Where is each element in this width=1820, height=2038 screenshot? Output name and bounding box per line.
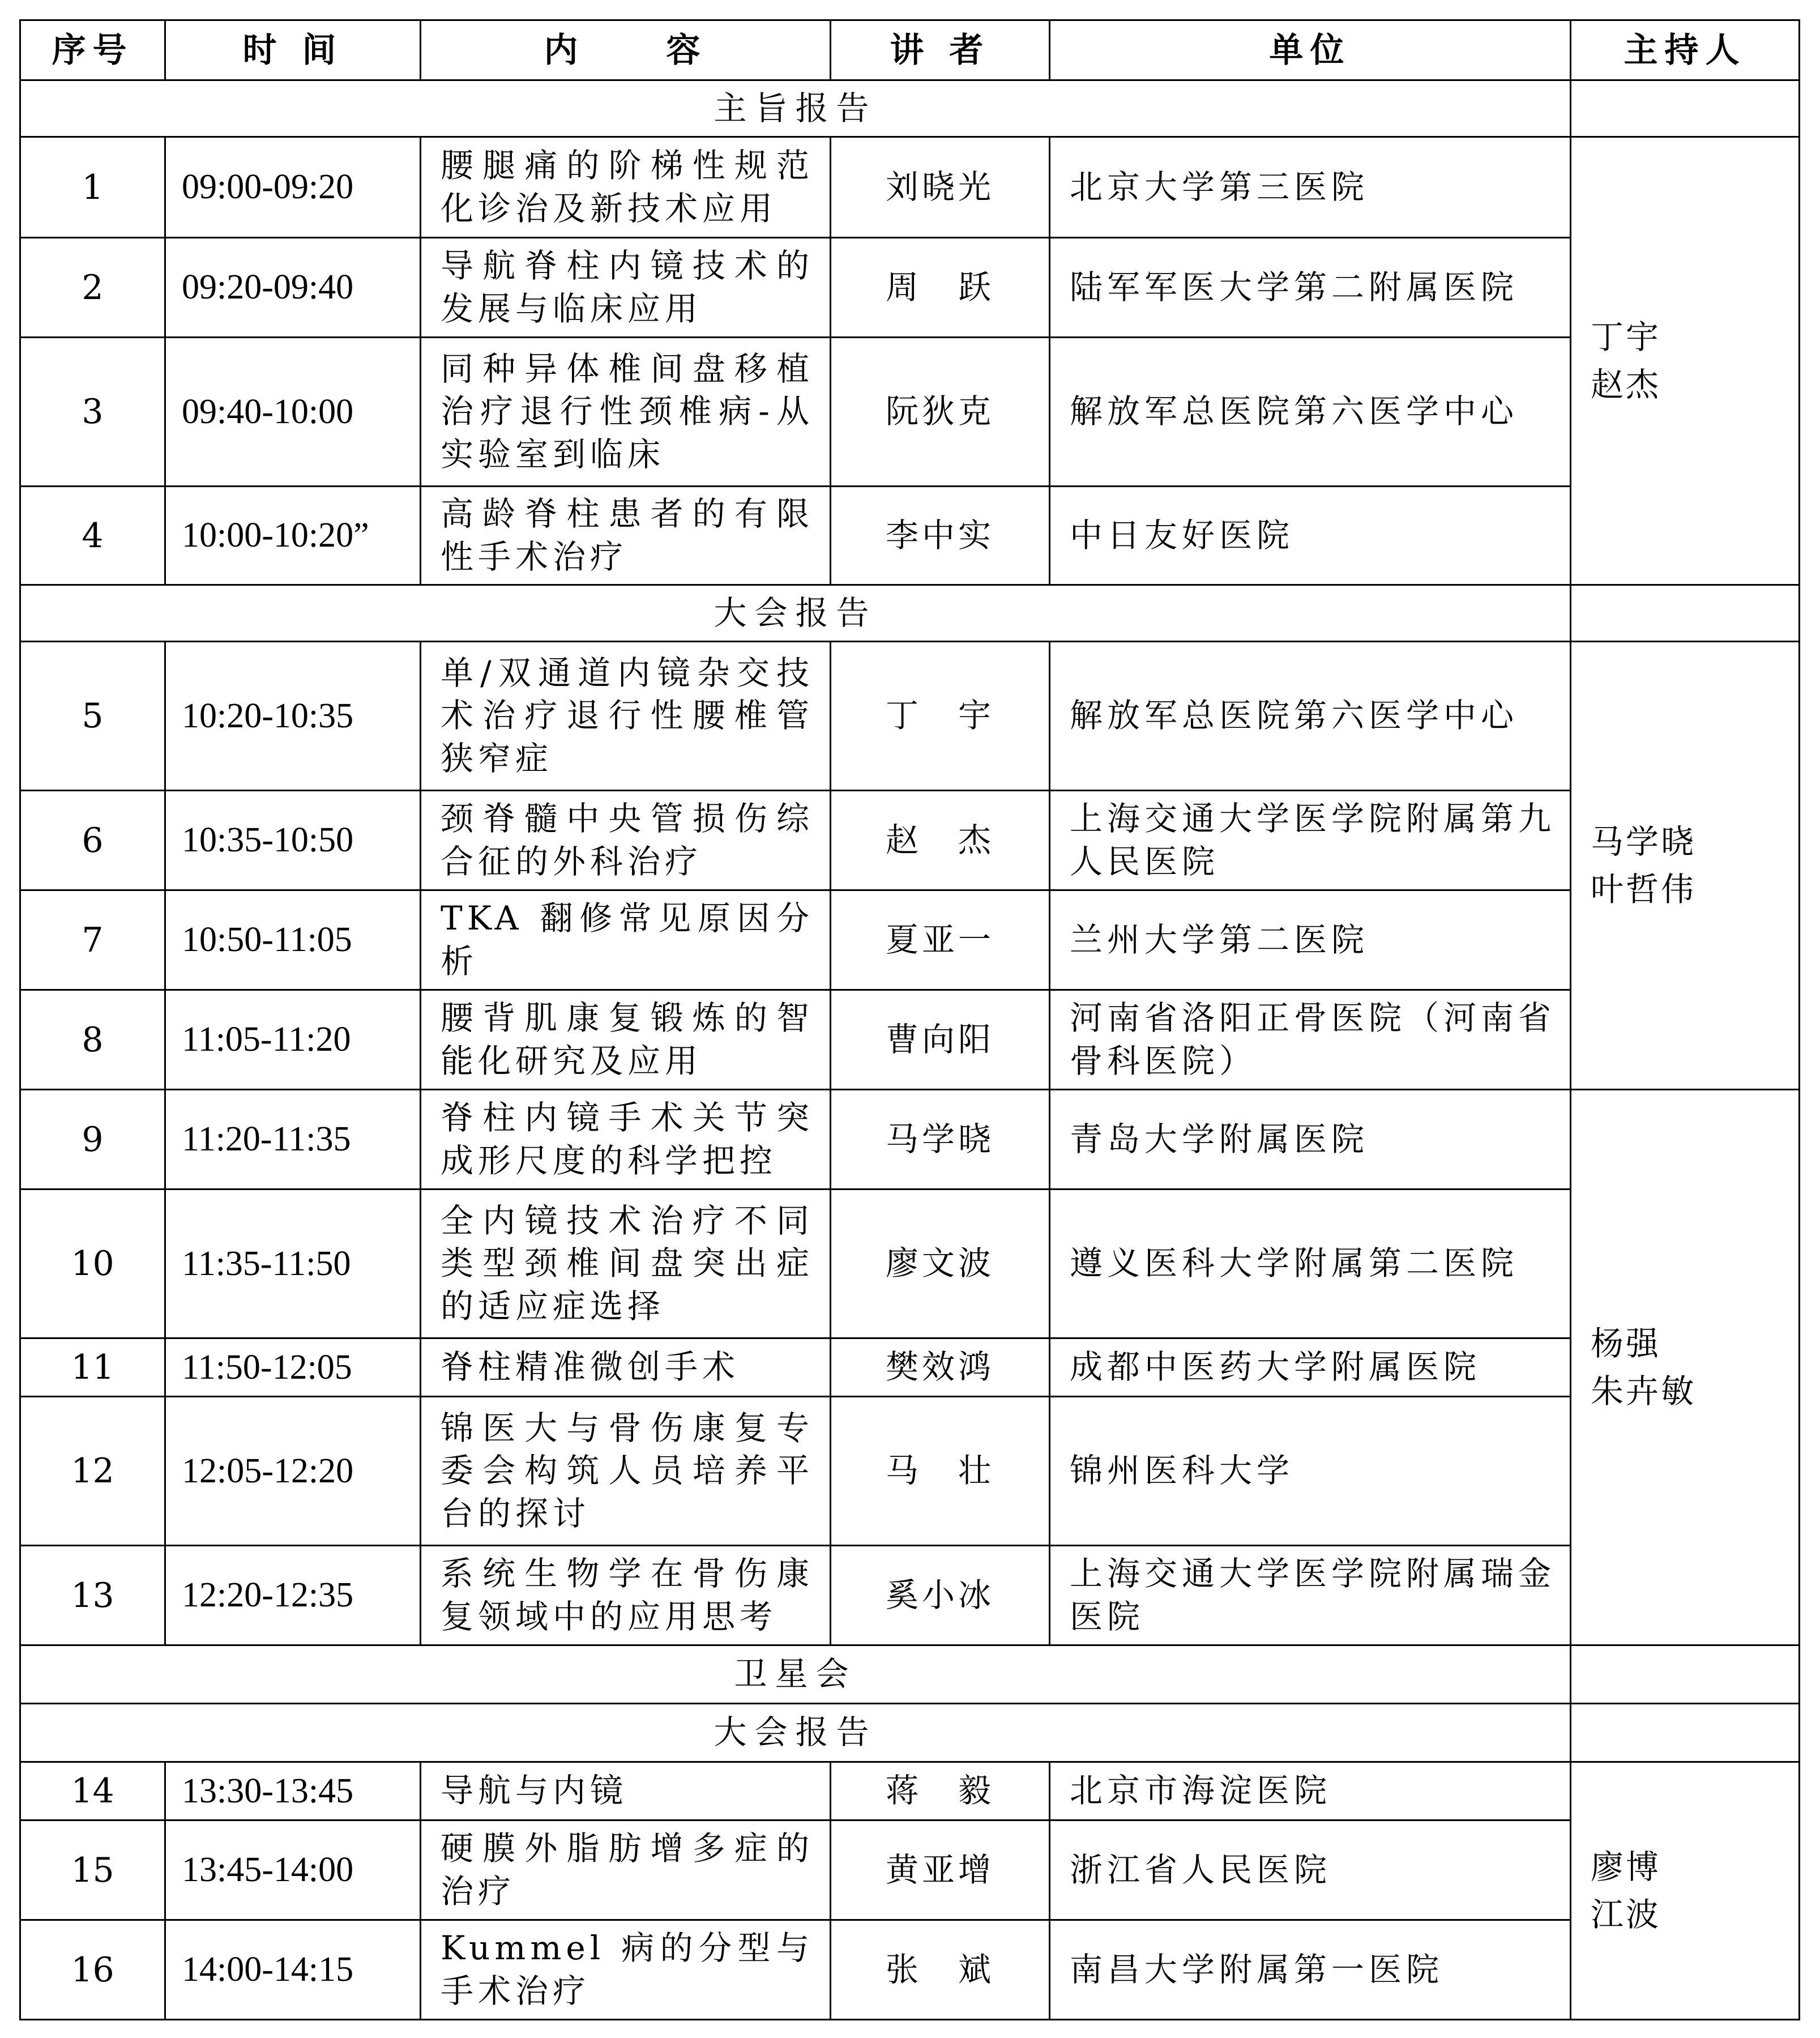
row-speaker: 赵 杰	[831, 791, 1050, 890]
row-speaker: 李中实	[831, 487, 1050, 585]
host-name: 叶哲伟	[1591, 870, 1697, 909]
row-num: 14	[20, 1762, 165, 1820]
row-content: 颈脊髓中央管损伤综合征的外科治疗	[421, 791, 831, 890]
section-title: 大会报告	[20, 1704, 1571, 1762]
row-time: 14:00-14:15	[165, 1920, 421, 2020]
section-title: 主旨报告	[20, 80, 1571, 137]
table-row	[20, 791, 1800, 890]
row-num: 3	[20, 338, 165, 487]
table-row	[20, 1820, 1800, 1920]
table-row	[20, 1090, 1800, 1189]
host-cell	[1571, 137, 1800, 585]
table-row	[20, 1546, 1800, 1645]
row-time: 11:05-11:20	[165, 990, 421, 1090]
table-row	[20, 487, 1800, 585]
row-num: 7	[20, 890, 165, 990]
row-time: 11:50-12:05	[165, 1338, 421, 1397]
header-row	[20, 20, 1800, 80]
row-speaker: 曹向阳	[831, 990, 1050, 1090]
row-content: 导航脊柱内镜技术的发展与临床应用	[421, 238, 831, 338]
row-speaker: 周 跃	[831, 238, 1050, 338]
row-content: 脊柱精准微创手术	[421, 1338, 831, 1397]
row-unit: 中日友好医院	[1050, 487, 1571, 585]
table-row	[20, 1338, 1800, 1397]
row-content: 导航与内镜	[421, 1762, 831, 1820]
row-time: 09:00-09:20	[165, 137, 421, 238]
row-speaker: 阮狄克	[831, 338, 1050, 487]
host-cell	[1571, 642, 1800, 1090]
row-content: 系统生物学在骨伤康复领域中的应用思考	[421, 1546, 831, 1645]
table-row	[20, 238, 1800, 338]
section-host-cell	[1571, 1645, 1800, 1704]
row-num: 12	[20, 1397, 165, 1546]
row-content: 全内镜技术治疗不同类型颈椎间盘突出症的适应症选择	[421, 1189, 831, 1338]
row-time: 09:20-09:40	[165, 238, 421, 338]
row-speaker: 丁 宇	[831, 642, 1050, 791]
table-row	[20, 1920, 1800, 2020]
row-time: 10:35-10:50	[165, 791, 421, 890]
header-speaker: 讲 者	[831, 20, 1050, 80]
row-num: 13	[20, 1546, 165, 1645]
row-content: 单/双通道内镜杂交技术治疗退行性腰椎管狭窄症	[421, 642, 831, 791]
row-speaker: 夏亚一	[831, 890, 1050, 990]
row-speaker: 奚小冰	[831, 1546, 1050, 1645]
row-content: Kummel 病的分型与手术治疗	[421, 1920, 831, 2020]
row-content: 锦医大与骨伤康复专委会构筑人员培养平台的探讨	[421, 1397, 831, 1546]
table-row	[20, 642, 1800, 791]
section-row	[20, 585, 1800, 642]
table-row	[20, 1762, 1800, 1820]
row-unit: 遵义医科大学附属第二医院	[1050, 1189, 1571, 1338]
row-num: 9	[20, 1090, 165, 1189]
section-host-cell	[1571, 80, 1800, 137]
row-time: 13:45-14:00	[165, 1820, 421, 1920]
header-host: 主持人	[1571, 20, 1800, 80]
section-row	[20, 1704, 1800, 1762]
table-row	[20, 137, 1800, 238]
row-content: 腰背肌康复锻炼的智能化研究及应用	[421, 990, 831, 1090]
row-content: 腰腿痛的阶梯性规范化诊治及新技术应用	[421, 137, 831, 238]
host-name: 朱卉敏	[1591, 1372, 1697, 1410]
row-unit: 成都中医药大学附属医院	[1050, 1338, 1571, 1397]
row-num: 8	[20, 990, 165, 1090]
table-row	[20, 338, 1800, 487]
row-num: 16	[20, 1920, 165, 2020]
row-num: 6	[20, 791, 165, 890]
row-speaker: 刘晓光	[831, 137, 1050, 238]
host-name: 丁宇	[1591, 317, 1661, 356]
row-speaker: 黄亚增	[831, 1820, 1050, 1920]
section-host-cell	[1571, 1704, 1800, 1762]
row-unit: 解放军总医院第六医学中心	[1050, 338, 1571, 487]
row-speaker: 马 壮	[831, 1397, 1050, 1546]
row-unit: 南昌大学附属第一医院	[1050, 1920, 1571, 2020]
row-time: 12:05-12:20	[165, 1397, 421, 1546]
row-unit: 青岛大学附属医院	[1050, 1090, 1571, 1189]
row-num: 1	[20, 137, 165, 238]
row-unit: 上海交通大学医学院附属瑞金医院	[1050, 1546, 1571, 1645]
row-content: 硬膜外脂肪增多症的治疗	[421, 1820, 831, 1920]
table-row	[20, 990, 1800, 1090]
row-unit: 北京市海淀医院	[1050, 1762, 1571, 1820]
table-row	[20, 890, 1800, 990]
row-speaker: 樊效鸿	[831, 1338, 1050, 1397]
section-title: 大会报告	[20, 585, 1571, 642]
host-name: 杨强	[1591, 1324, 1661, 1363]
host-name: 马学晓	[1591, 822, 1697, 861]
host-name: 赵杰	[1591, 365, 1661, 404]
header-num: 序号	[20, 20, 165, 80]
row-content: TKA 翻修常见原因分析	[421, 890, 831, 990]
table-row	[20, 1189, 1800, 1338]
row-speaker: 马学晓	[831, 1090, 1050, 1189]
header-time: 时 间	[165, 20, 421, 80]
host-cell	[1571, 1762, 1800, 2020]
schedule-table	[19, 19, 1800, 2020]
row-speaker: 张 斌	[831, 1920, 1050, 2020]
row-content: 高龄脊柱患者的有限性手术治疗	[421, 487, 831, 585]
row-time: 09:40-10:00	[165, 338, 421, 487]
row-time: 11:35-11:50	[165, 1189, 421, 1338]
section-row	[20, 1645, 1800, 1704]
row-unit: 解放军总医院第六医学中心	[1050, 642, 1571, 791]
row-unit: 兰州大学第二医院	[1050, 890, 1571, 990]
row-num: 2	[20, 238, 165, 338]
table-row	[20, 1397, 1800, 1546]
row-unit: 锦州医科大学	[1050, 1397, 1571, 1546]
row-time: 12:20-12:35	[165, 1546, 421, 1645]
section-title: 卫星会	[20, 1645, 1571, 1704]
row-time: 13:30-13:45	[165, 1762, 421, 1820]
row-content: 同种异体椎间盘移植治疗退行性颈椎病-从实验室到临床	[421, 338, 831, 487]
section-row	[20, 80, 1800, 137]
host-cell	[1571, 1090, 1800, 1645]
section-host-cell	[1571, 585, 1800, 642]
row-time: 11:20-11:35	[165, 1090, 421, 1189]
row-time: 10:50-11:05	[165, 890, 421, 990]
row-num: 10	[20, 1189, 165, 1338]
row-unit: 上海交通大学医学院附属第九人民医院	[1050, 791, 1571, 890]
row-num: 4	[20, 487, 165, 585]
row-num: 15	[20, 1820, 165, 1920]
row-unit: 北京大学第三医院	[1050, 137, 1571, 238]
row-content: 脊柱内镜手术关节突成形尺度的科学把控	[421, 1090, 831, 1189]
row-time: 10:00-10:20”	[165, 487, 421, 585]
row-time: 10:20-10:35	[165, 642, 421, 791]
host-name: 江波	[1591, 1895, 1661, 1934]
host-name: 廖博	[1591, 1847, 1661, 1886]
row-unit: 陆军军医大学第二附属医院	[1050, 238, 1571, 338]
row-speaker: 廖文波	[831, 1189, 1050, 1338]
row-num: 5	[20, 642, 165, 791]
row-num: 11	[20, 1338, 165, 1397]
row-unit: 浙江省人民医院	[1050, 1820, 1571, 1920]
header-unit: 单位	[1050, 20, 1571, 80]
row-speaker: 蒋 毅	[831, 1762, 1050, 1820]
header-content: 内 容	[421, 20, 831, 80]
row-unit: 河南省洛阳正骨医院（河南省骨科医院）	[1050, 990, 1571, 1090]
